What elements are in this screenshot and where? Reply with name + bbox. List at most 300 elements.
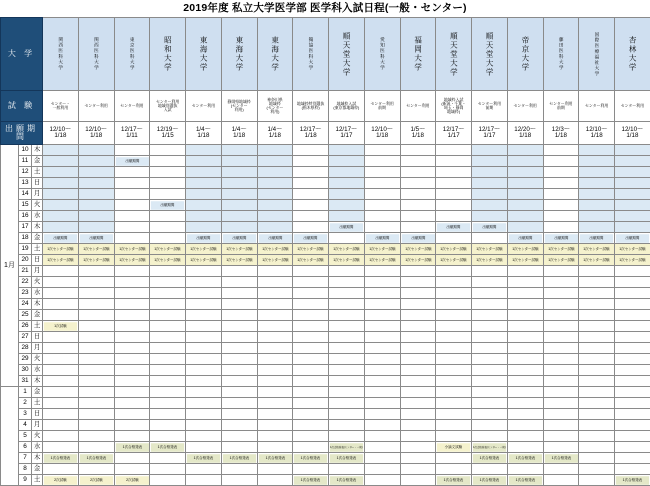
schedule-cell bbox=[436, 200, 472, 211]
schedule-cell bbox=[579, 321, 615, 332]
schedule-cell bbox=[293, 255, 329, 266]
day-of-week: 日 bbox=[32, 255, 43, 266]
schedule-cell bbox=[78, 420, 114, 431]
schedule-cell-label: 1次センター試験 bbox=[330, 256, 363, 265]
schedule-cell-label: 出願期間 bbox=[187, 234, 220, 243]
exam-type-10 bbox=[364, 91, 400, 122]
schedule-cell bbox=[364, 321, 400, 332]
schedule-cell bbox=[507, 387, 543, 398]
schedule-cell bbox=[543, 145, 579, 156]
schedule-cell bbox=[150, 464, 186, 475]
exam-type-line: 利用) bbox=[270, 109, 279, 114]
period-line: 1/18 bbox=[412, 132, 424, 139]
schedule-cell bbox=[293, 156, 329, 167]
application-period-3 bbox=[114, 122, 150, 145]
period-line: 1/18 bbox=[54, 132, 66, 139]
schedule-cell bbox=[543, 464, 579, 475]
schedule-cell bbox=[329, 354, 365, 365]
schedule-cell bbox=[472, 178, 508, 189]
schedule-cell bbox=[364, 266, 400, 277]
exam-type-line: センター利用 bbox=[371, 101, 394, 106]
day-number: 6 bbox=[19, 442, 32, 453]
schedule-cell bbox=[507, 354, 543, 365]
schedule-cell bbox=[78, 288, 114, 299]
university-header-5[interactable] bbox=[186, 18, 222, 91]
period-line: 1/15 bbox=[162, 132, 174, 139]
schedule-cell bbox=[364, 376, 400, 387]
schedule-cell bbox=[186, 431, 222, 442]
period-line: 1/4〜 bbox=[232, 126, 247, 133]
schedule-cell bbox=[364, 211, 400, 222]
exam-type-line: (新潟・千葉・ bbox=[441, 101, 466, 106]
schedule-cell-label: 1次センター試験 bbox=[44, 245, 77, 254]
schedule-cell-label: 出願期間 bbox=[151, 201, 184, 210]
day-of-week: 日 bbox=[32, 332, 43, 343]
schedule-cell bbox=[221, 365, 257, 376]
schedule-cell bbox=[543, 332, 579, 343]
schedule-cell bbox=[43, 431, 79, 442]
schedule-cell bbox=[436, 420, 472, 431]
schedule-cell-label: 1次センター試験 bbox=[580, 245, 613, 254]
table-row bbox=[1, 475, 650, 486]
schedule-cell bbox=[543, 475, 579, 486]
schedule-cell bbox=[221, 398, 257, 409]
application-period-1 bbox=[43, 122, 79, 145]
schedule-cell bbox=[257, 365, 293, 376]
schedule-cell bbox=[186, 387, 222, 398]
university-header-3[interactable] bbox=[114, 18, 150, 91]
schedule-cell bbox=[400, 167, 436, 178]
exam-type-line: 前期 bbox=[486, 105, 494, 110]
schedule-cell-label: 1次合格発表 bbox=[223, 454, 256, 463]
schedule-cell bbox=[43, 310, 79, 321]
schedule-cell bbox=[78, 200, 114, 211]
schedule-cell bbox=[43, 211, 79, 222]
schedule-cell bbox=[78, 222, 114, 233]
period-line: 12/17〜 bbox=[479, 126, 501, 133]
schedule-cell bbox=[150, 431, 186, 442]
schedule-cell bbox=[150, 409, 186, 420]
schedule-cell-label: 出願期間 bbox=[580, 234, 613, 243]
schedule-cell bbox=[400, 156, 436, 167]
schedule-cell bbox=[579, 420, 615, 431]
university-header-11[interactable] bbox=[400, 18, 436, 91]
schedule-cell bbox=[114, 167, 150, 178]
university-header-4[interactable] bbox=[150, 18, 186, 91]
schedule-cell bbox=[543, 343, 579, 354]
schedule-cell bbox=[186, 156, 222, 167]
schedule-cell-label: 1次センター試験 bbox=[258, 256, 291, 265]
schedule-cell bbox=[543, 376, 579, 387]
application-period-16 bbox=[579, 122, 615, 145]
schedule-cell-label: 出願期間 bbox=[44, 234, 77, 243]
schedule-cell-label: 1次センター試験 bbox=[151, 245, 184, 254]
schedule-cell bbox=[221, 200, 257, 211]
day-of-week: 金 bbox=[32, 387, 43, 398]
schedule-cell bbox=[400, 244, 436, 255]
month-label-1: 1月 bbox=[1, 145, 19, 387]
schedule-cell-label: 2次試験 bbox=[115, 476, 148, 485]
schedule-cell bbox=[221, 299, 257, 310]
day-of-week: 水 bbox=[32, 288, 43, 299]
day-of-week: 木 bbox=[32, 299, 43, 310]
application-period-5 bbox=[186, 122, 222, 145]
schedule-cell bbox=[579, 288, 615, 299]
schedule-cell bbox=[293, 288, 329, 299]
schedule-cell bbox=[114, 409, 150, 420]
schedule-cell bbox=[293, 420, 329, 431]
university-header-2[interactable] bbox=[78, 18, 114, 91]
schedule-cell bbox=[364, 442, 400, 453]
schedule-cell-label: 1次センター試験 bbox=[401, 256, 434, 265]
schedule-cell bbox=[615, 310, 650, 321]
schedule-cell bbox=[186, 178, 222, 189]
schedule-cell bbox=[78, 464, 114, 475]
schedule-cell bbox=[364, 310, 400, 321]
schedule-cell bbox=[257, 266, 293, 277]
schedule-cell bbox=[221, 277, 257, 288]
schedule-cell bbox=[43, 464, 79, 475]
schedule-cell bbox=[472, 189, 508, 200]
table-row bbox=[1, 156, 650, 167]
schedule-cell bbox=[221, 211, 257, 222]
schedule-cell bbox=[472, 409, 508, 420]
schedule-cell bbox=[329, 442, 365, 453]
schedule-cell bbox=[400, 321, 436, 332]
schedule-cell bbox=[472, 200, 508, 211]
schedule-cell bbox=[615, 244, 650, 255]
day-of-week: 土 bbox=[32, 244, 43, 255]
schedule-cell-label: 出願期間 bbox=[509, 234, 542, 243]
schedule-cell bbox=[400, 398, 436, 409]
period-line: 12/17〜 bbox=[336, 126, 358, 133]
schedule-cell bbox=[221, 156, 257, 167]
schedule-cell bbox=[543, 156, 579, 167]
schedule-cell bbox=[543, 200, 579, 211]
exam-type-line: 入試 bbox=[164, 107, 172, 112]
exam-type-line: センター利用 bbox=[478, 101, 501, 106]
schedule-cell-label: 1次センター試験 bbox=[437, 245, 470, 254]
exam-type-14 bbox=[507, 91, 543, 122]
schedule-cell bbox=[400, 464, 436, 475]
schedule-cell bbox=[543, 288, 579, 299]
schedule-cell bbox=[43, 387, 79, 398]
day-number: 22 bbox=[19, 277, 32, 288]
schedule-cell bbox=[329, 167, 365, 178]
schedule-cell-label: 1次センター試験 bbox=[330, 245, 363, 254]
schedule-cell bbox=[221, 409, 257, 420]
application-period-6 bbox=[221, 122, 257, 145]
schedule-cell bbox=[293, 167, 329, 178]
schedule-cell-label: 1次合格発表 bbox=[544, 454, 577, 463]
application-period-15 bbox=[543, 122, 579, 145]
exam-type-line: 地域別選抜 bbox=[158, 103, 177, 108]
schedule-cell bbox=[114, 299, 150, 310]
schedule-cell bbox=[364, 222, 400, 233]
schedule-cell bbox=[472, 233, 508, 244]
schedule-cell bbox=[579, 277, 615, 288]
period-line: 12/10〜 bbox=[85, 126, 107, 133]
period-line: 12/17〜 bbox=[443, 126, 465, 133]
schedule-cell bbox=[150, 266, 186, 277]
schedule-cell bbox=[543, 310, 579, 321]
schedule-cell bbox=[150, 156, 186, 167]
day-number: 8 bbox=[19, 464, 32, 475]
university-header-10[interactable] bbox=[364, 18, 400, 91]
university-header-9[interactable] bbox=[329, 18, 365, 91]
university-header-1[interactable] bbox=[43, 18, 79, 91]
schedule-cell bbox=[329, 321, 365, 332]
schedule-cell bbox=[114, 310, 150, 321]
schedule-cell bbox=[257, 288, 293, 299]
period-line: 1/5〜 bbox=[410, 126, 425, 133]
university-header-14[interactable] bbox=[507, 18, 543, 91]
schedule-cell bbox=[543, 431, 579, 442]
schedule-cell bbox=[257, 387, 293, 398]
schedule-cell bbox=[472, 431, 508, 442]
schedule-cell bbox=[186, 354, 222, 365]
exam-type-line: 前期 bbox=[378, 105, 386, 110]
schedule-cell bbox=[43, 442, 79, 453]
university-header-8[interactable] bbox=[293, 18, 329, 91]
schedule-cell bbox=[507, 365, 543, 376]
schedule-cell bbox=[221, 145, 257, 156]
application-period-13 bbox=[472, 122, 508, 145]
schedule-cell bbox=[400, 420, 436, 431]
application-period-10 bbox=[364, 122, 400, 145]
exam-type-line: 地域枠 bbox=[269, 101, 281, 106]
schedule-cell bbox=[472, 475, 508, 486]
schedule-cell bbox=[579, 442, 615, 453]
schedule-cell bbox=[364, 431, 400, 442]
schedule-cell bbox=[221, 266, 257, 277]
day-number: 1 bbox=[19, 387, 32, 398]
exam-type-16 bbox=[579, 91, 615, 122]
schedule-cell bbox=[150, 189, 186, 200]
day-number: 26 bbox=[19, 321, 32, 332]
period-line: 1/18 bbox=[519, 132, 531, 139]
schedule-cell bbox=[615, 387, 650, 398]
schedule-cell-label: 出願期間 bbox=[616, 234, 649, 243]
schedule-cell bbox=[507, 420, 543, 431]
day-number: 29 bbox=[19, 354, 32, 365]
period-line: 12/10〜 bbox=[371, 126, 393, 133]
schedule-cell-label: 1次センター試験 bbox=[115, 245, 148, 254]
schedule-cell bbox=[257, 277, 293, 288]
schedule-cell-label: 1次センター試験 bbox=[115, 256, 148, 265]
table-row bbox=[1, 387, 650, 398]
schedule-cell bbox=[507, 211, 543, 222]
schedule-cell bbox=[364, 145, 400, 156]
exam-type-6 bbox=[221, 91, 257, 122]
schedule-cell bbox=[507, 189, 543, 200]
schedule-cell bbox=[472, 420, 508, 431]
schedule-cell bbox=[472, 365, 508, 376]
table-row bbox=[1, 354, 650, 365]
application-period-row bbox=[1, 122, 650, 145]
schedule-cell-label: 1次センター試験 bbox=[187, 256, 220, 265]
day-of-week: 木 bbox=[32, 145, 43, 156]
university-header-6[interactable] bbox=[221, 18, 257, 91]
schedule-cell bbox=[543, 365, 579, 376]
schedule-cell bbox=[472, 354, 508, 365]
schedule-cell bbox=[78, 332, 114, 343]
schedule-cell bbox=[78, 244, 114, 255]
schedule-cell bbox=[400, 354, 436, 365]
day-number: 3 bbox=[19, 409, 32, 420]
university-header-7[interactable] bbox=[257, 18, 293, 91]
schedule-cell bbox=[257, 167, 293, 178]
schedule-cell bbox=[615, 376, 650, 387]
schedule-cell bbox=[293, 200, 329, 211]
schedule-cell bbox=[364, 189, 400, 200]
schedule-cell bbox=[150, 354, 186, 365]
schedule-cell-label: 1次合格発表(センター・一般) bbox=[330, 443, 363, 452]
schedule-cell bbox=[293, 266, 329, 277]
schedule-cell bbox=[615, 222, 650, 233]
schedule-cell-label: 1次センター試験 bbox=[294, 245, 327, 254]
schedule-cell-label: 1次センター試験 bbox=[223, 256, 256, 265]
schedule-cell bbox=[400, 442, 436, 453]
schedule-cell bbox=[436, 354, 472, 365]
schedule-cell bbox=[186, 420, 222, 431]
schedule-cell bbox=[186, 398, 222, 409]
table-row bbox=[1, 288, 650, 299]
schedule-cell bbox=[329, 431, 365, 442]
university-name: 国際医療福祉大学 bbox=[594, 21, 599, 87]
table-row bbox=[1, 277, 650, 288]
schedule-cell bbox=[436, 398, 472, 409]
schedule-cell bbox=[43, 266, 79, 277]
schedule-cell-label: 1次合格発表 bbox=[509, 476, 542, 485]
schedule-cell bbox=[257, 310, 293, 321]
schedule-cell bbox=[257, 299, 293, 310]
schedule-cell bbox=[78, 299, 114, 310]
schedule-cell bbox=[114, 277, 150, 288]
schedule-cell bbox=[293, 387, 329, 398]
schedule-cell bbox=[293, 365, 329, 376]
schedule-cell bbox=[257, 255, 293, 266]
university-header-15[interactable] bbox=[543, 18, 579, 91]
schedule-cell bbox=[221, 332, 257, 343]
exam-type-line: センター利用 bbox=[406, 103, 429, 108]
schedule-cell bbox=[436, 189, 472, 200]
schedule-cell-label: 1次センター試験 bbox=[366, 256, 399, 265]
schedule-cell-label: 2次試験 bbox=[44, 476, 77, 485]
schedule-cell bbox=[615, 431, 650, 442]
schedule-cell bbox=[436, 167, 472, 178]
schedule-cell bbox=[150, 277, 186, 288]
schedule-cell-label: 1次合格発表 bbox=[80, 454, 113, 463]
schedule-cell bbox=[579, 167, 615, 178]
schedule-cell bbox=[579, 464, 615, 475]
exam-type-line: 埼玉・静岡 bbox=[444, 105, 463, 110]
schedule-cell bbox=[615, 233, 650, 244]
schedule-cell bbox=[78, 365, 114, 376]
day-number: 20 bbox=[19, 255, 32, 266]
schedule-cell bbox=[507, 222, 543, 233]
schedule-cell bbox=[579, 387, 615, 398]
period-line: 1/18 bbox=[197, 132, 209, 139]
schedule-cell bbox=[114, 475, 150, 486]
schedule-cell bbox=[43, 277, 79, 288]
schedule-cell bbox=[293, 244, 329, 255]
schedule-cell bbox=[472, 244, 508, 255]
table-row bbox=[1, 233, 650, 244]
schedule-cell bbox=[78, 145, 114, 156]
schedule-cell bbox=[43, 299, 79, 310]
schedule-cell bbox=[43, 178, 79, 189]
schedule-cell bbox=[78, 156, 114, 167]
schedule-cell bbox=[329, 387, 365, 398]
schedule-cell bbox=[472, 376, 508, 387]
schedule-cell bbox=[400, 376, 436, 387]
university-header-12[interactable] bbox=[436, 18, 472, 91]
schedule-cell-label: 1次センター試験 bbox=[473, 256, 506, 265]
schedule-cell-label: 1次合格発表 bbox=[187, 454, 220, 463]
schedule-cell bbox=[543, 321, 579, 332]
schedule-cell bbox=[579, 145, 615, 156]
schedule-cell bbox=[472, 343, 508, 354]
schedule-cell bbox=[257, 398, 293, 409]
schedule-cell bbox=[150, 343, 186, 354]
day-number: 7 bbox=[19, 453, 32, 464]
schedule-cell bbox=[543, 167, 579, 178]
schedule-cell bbox=[329, 332, 365, 343]
schedule-cell-label: 1次合格発表 bbox=[294, 454, 327, 463]
schedule-cell bbox=[329, 266, 365, 277]
period-line: 12/17〜 bbox=[121, 126, 143, 133]
schedule-cell bbox=[293, 178, 329, 189]
schedule-cell bbox=[293, 189, 329, 200]
schedule-cell bbox=[543, 233, 579, 244]
schedule-cell bbox=[579, 244, 615, 255]
day-number: 27 bbox=[19, 332, 32, 343]
university-header-17[interactable] bbox=[615, 18, 650, 91]
schedule-cell bbox=[436, 409, 472, 420]
schedule-cell bbox=[436, 464, 472, 475]
schedule-cell bbox=[329, 145, 365, 156]
university-name: 順天堂大学 bbox=[343, 21, 351, 87]
schedule-cell bbox=[150, 321, 186, 332]
schedule-cell-label: 1次合格発表 bbox=[330, 476, 363, 485]
university-header-13[interactable] bbox=[472, 18, 508, 91]
schedule-cell bbox=[114, 398, 150, 409]
period-line: 1/18 bbox=[376, 132, 388, 139]
schedule-cell-label: 1次合格発表 bbox=[330, 454, 363, 463]
period-line: 1/18 bbox=[591, 132, 603, 139]
schedule-cell bbox=[114, 244, 150, 255]
day-of-week: 金 bbox=[32, 233, 43, 244]
schedule-cell bbox=[329, 310, 365, 321]
schedule-cell bbox=[507, 266, 543, 277]
page-title: 2019年度 私立大学医学部 医学科入試日程(一般・センター) bbox=[0, 0, 650, 17]
university-header-16[interactable] bbox=[579, 18, 615, 91]
schedule-cell-label: 1次センター試験 bbox=[258, 245, 291, 254]
schedule-cell bbox=[615, 178, 650, 189]
table-row bbox=[1, 464, 650, 475]
schedule-cell bbox=[472, 442, 508, 453]
schedule-cell-label: 出願期間 bbox=[366, 234, 399, 243]
application-period-17 bbox=[615, 122, 650, 145]
table-row bbox=[1, 167, 650, 178]
period-line: 1/17 bbox=[483, 132, 495, 139]
schedule-cell bbox=[114, 189, 150, 200]
schedule-cell bbox=[579, 156, 615, 167]
schedule-cell bbox=[507, 310, 543, 321]
university-name: 藤田医科大学 bbox=[559, 21, 564, 87]
university-name: 関西医科大学 bbox=[94, 21, 99, 87]
